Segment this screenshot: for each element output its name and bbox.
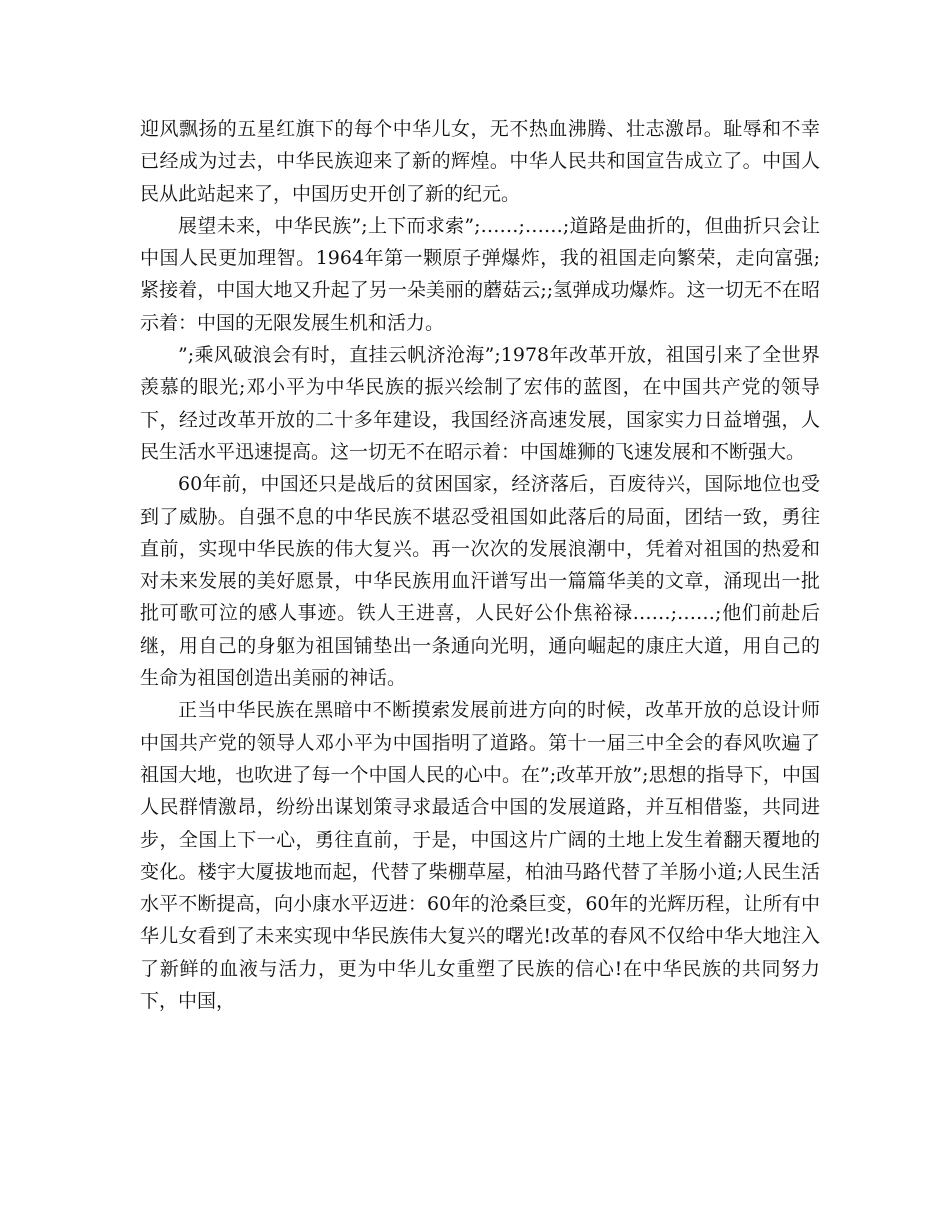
paragraph-4: 60年前，中国还只是战后的贫困国家，经济落后，百废待兴，国际地位也受到了威胁。自强不息的中华民族不堪忍受祖国如此落后的局面，团结一致，勇往直前，实现中华民族的伟大复兴。再一次次的发展浪潮中，凭着对祖国的热爱和对未来发展的美好愿景，中华民族用血汗谱写出一篇篇华美的文章，涌现出一批批可歌可泣的感人事迹。铁人王进喜，人民好公仆焦裕禄……;……;他们前赴后继，用自己的身躯为祖国铺垫出一条通向光明，通向崛起的康庄大道，用自己的生命为祖国创造出美丽的神话。	[140, 473, 820, 690]
paragraph-3: ”;乘风破浪会有时，直挂云帆济沧海”;1978年改革开放，祖国引来了全世界羡慕的眼光;邓小平为中华民族的振兴绘制了宏伟的蓝图，在中国共产党的领导下，经过改革开放的二十多年建设，我国经济高速发展，国家实力日益增强，人民生活水平迅速提高。这一切无不在昭示着：中国雄狮的飞速发展和不断强大。	[140, 344, 820, 463]
document-page	[140, 113, 820, 1017]
paragraph-1: 迎风飘扬的五星红旗下的每个中华儿女，无不热血沸腾、壮志激昂。耻辱和不幸已经成为过去，中华民族迎来了新的辉煌。中华人民共和国宣告成立了。中国人民从此站起来了，中国历史开创了新的纪元。	[140, 118, 820, 205]
paragraph-2: 展望未来，中华民族”;上下而求索”;……;……;道路是曲折的，但曲折只会让中国人民更加理智。1964年第一颗原子弹爆炸，我的祖国走向繁荣，走向富强;紧接着，中国大地又升起了另一朵美丽的蘑菇云;;氢弹成功爆炸。这一切无不在昭示着：中国的无限发展生机和活力。	[140, 214, 820, 334]
paragraph-5: 正当中华民族在黑暗中不断摸索发展前进方向的时候，改革开放的总设计师中国共产党的领导人邓小平为中国指明了道路。第十一届三中全会的春风吹遍了祖国大地，也吹进了每一个中国人民的心中。在”;改革开放”;思想的指导下，中国人民群情激昂，纷纷出谋划策寻求最适合中国的发展道路，并互相借鉴，共同进步，全国上下一心，勇往直前，于是，中国这片广阔的土地上发生着翻天覆地的变化。楼宇大厦拔地而起，代替了柴棚草屋，柏油马路代替了羊肠小道;人民生活水平不断提高，向小康水平迈进：60年的沧桑巨变，60年的光辉历程，让所有中华儿女看到了未来实现中华民族伟大复兴的曙光!改革的春风不仅给中华大地注入了新鲜的血液与活力，更为中华儿女重塑了民族的信心!在中华民族的共同努力下，中国，	[140, 699, 820, 1013]
